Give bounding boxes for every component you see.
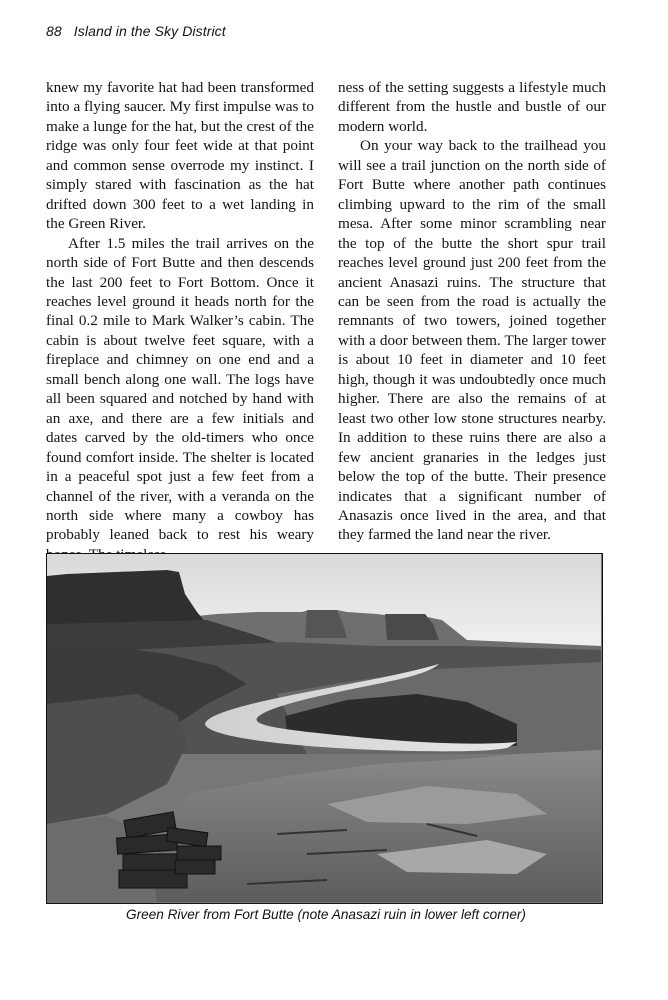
photo-caption: Green River from Fort Butte (note Anasazi ruin in lower left corner)	[126, 907, 526, 922]
page-number: 88	[46, 23, 62, 39]
paragraph-anasazi-ruins: On your way back to the trailhead you will see a trail junction on the north side of Fort Butte where another path continues climbing upward to the rim of the small mesa. After some minor scrambling near the top of the butte the short spur trail reaches level ground just 200 feet from the ancient Anasazi ruins. The structure that can be seen from the road is actually the remnants of two towers, joined together with a door between them. The larger tower is about 10 feet in diameter and 10 feet high, though it was undoubtedly once much higher. There are also the remains of at least two other low stone structures nearby. In addition to these ruins there are also a few ancient granaries in the ledges just below the top of the butte. Their presence indicates that a significant number of Anasazis once lived in the area, and that they farmed the land near the river.	[338, 137, 606, 544]
photo-green-river	[46, 553, 603, 904]
running-title: Island in the Sky District	[73, 23, 226, 39]
left-column	[46, 78, 314, 564]
photo-image	[47, 554, 601, 902]
running-head	[46, 23, 226, 39]
right-column	[338, 78, 606, 545]
paragraph-continued: knew my favorite hat had been transformed into a flying saucer. My first impulse was to make a lunge for the hat, but the crest of the ridge was only four feet wide at that point and common sense overrode my instinct. I simply stared with fascination as the hat drifted down 300 feet to a wet landing in the Green River.	[46, 79, 314, 233]
paragraph-fort-bottom: After 1.5 miles the trail arrives on the north side of Fort Butte and then descends the last 200 feet to Fort Bottom. Once it reaches level ground it heads north for the final 0.2 mile to Mark Walker’s cabin. The cabin is about twelve feet square, with a fireplace and chimney on one end and a small bench along one wall. The logs have all been squared and notched by hand with an axe, and there are a few initials and dates carved by the old-timers who once found comfort inside. The shelter is located in a peaceful spot just a few feet from a channel of the river, with a veranda on the north side where many a cowboy has probably leaned back to rest his weary	[46, 234, 314, 544]
paragraph-continued-right: ness of the setting suggests a lifestyle much different from the hustle and bustle of our modern world.	[338, 79, 606, 135]
